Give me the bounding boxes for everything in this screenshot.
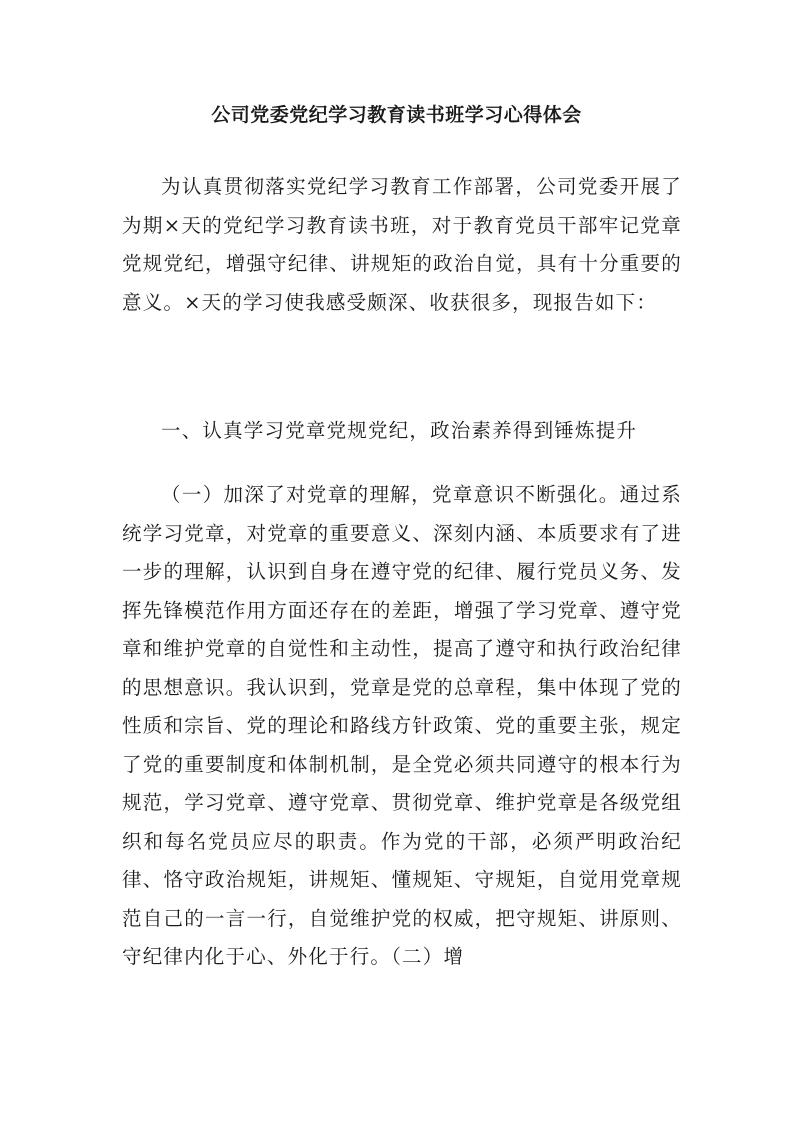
section-heading: 一、认真学习党章党规党纪，政治素养得到锤炼提升 <box>161 419 638 442</box>
body-paragraph: （一）加深了对党章的理解，党章意识不断强化。通过系统学习党章，对党章的重要意义、深刻内涵、本质要求有了进一步的理解，认识到自身在遵守党的纪律、履行党员义务、发挥先锋模范作用方面还存在的差距，增强了学习党章、遵守党章和维护党章的自觉性和主动性，提高了遵守和执行政治纪律的思想意识。我认识到，党章是党的总章程，集中体现了党的性质和宗旨、党的理论和路线方针政策、党的重要主张，规定了党的重要制度和体制机制，是全党必须共同遵守的根本行为规范，学习党章、遵守党章、贯彻党章、维护党章是各级党组织和每名党员应尽的职责。作为党的干部，必须严明政治纪律、恪守政治规矩，讲规矩、懂规矩、守规矩，自觉用党章规范自己的一言一行，自觉维护党的权威，把守规矩、讲原则、守纪律内化于心、外化于行。（二）增 <box>122 483 682 968</box>
intro-paragraph: 为认真贯彻落实党纪学习教育工作部署，公司党委开展了为期×天的党纪学习教育读书班，对于教育党员干部牢记党章党规党纪，增强守纪律、讲规矩的政治自觉，具有十分重要的意义。×天的学习使我感受颇深、收获很多，现报告如下： <box>122 175 682 314</box>
document-title: 公司党委党纪学习教育读书班学习心得体会 <box>211 104 582 126</box>
